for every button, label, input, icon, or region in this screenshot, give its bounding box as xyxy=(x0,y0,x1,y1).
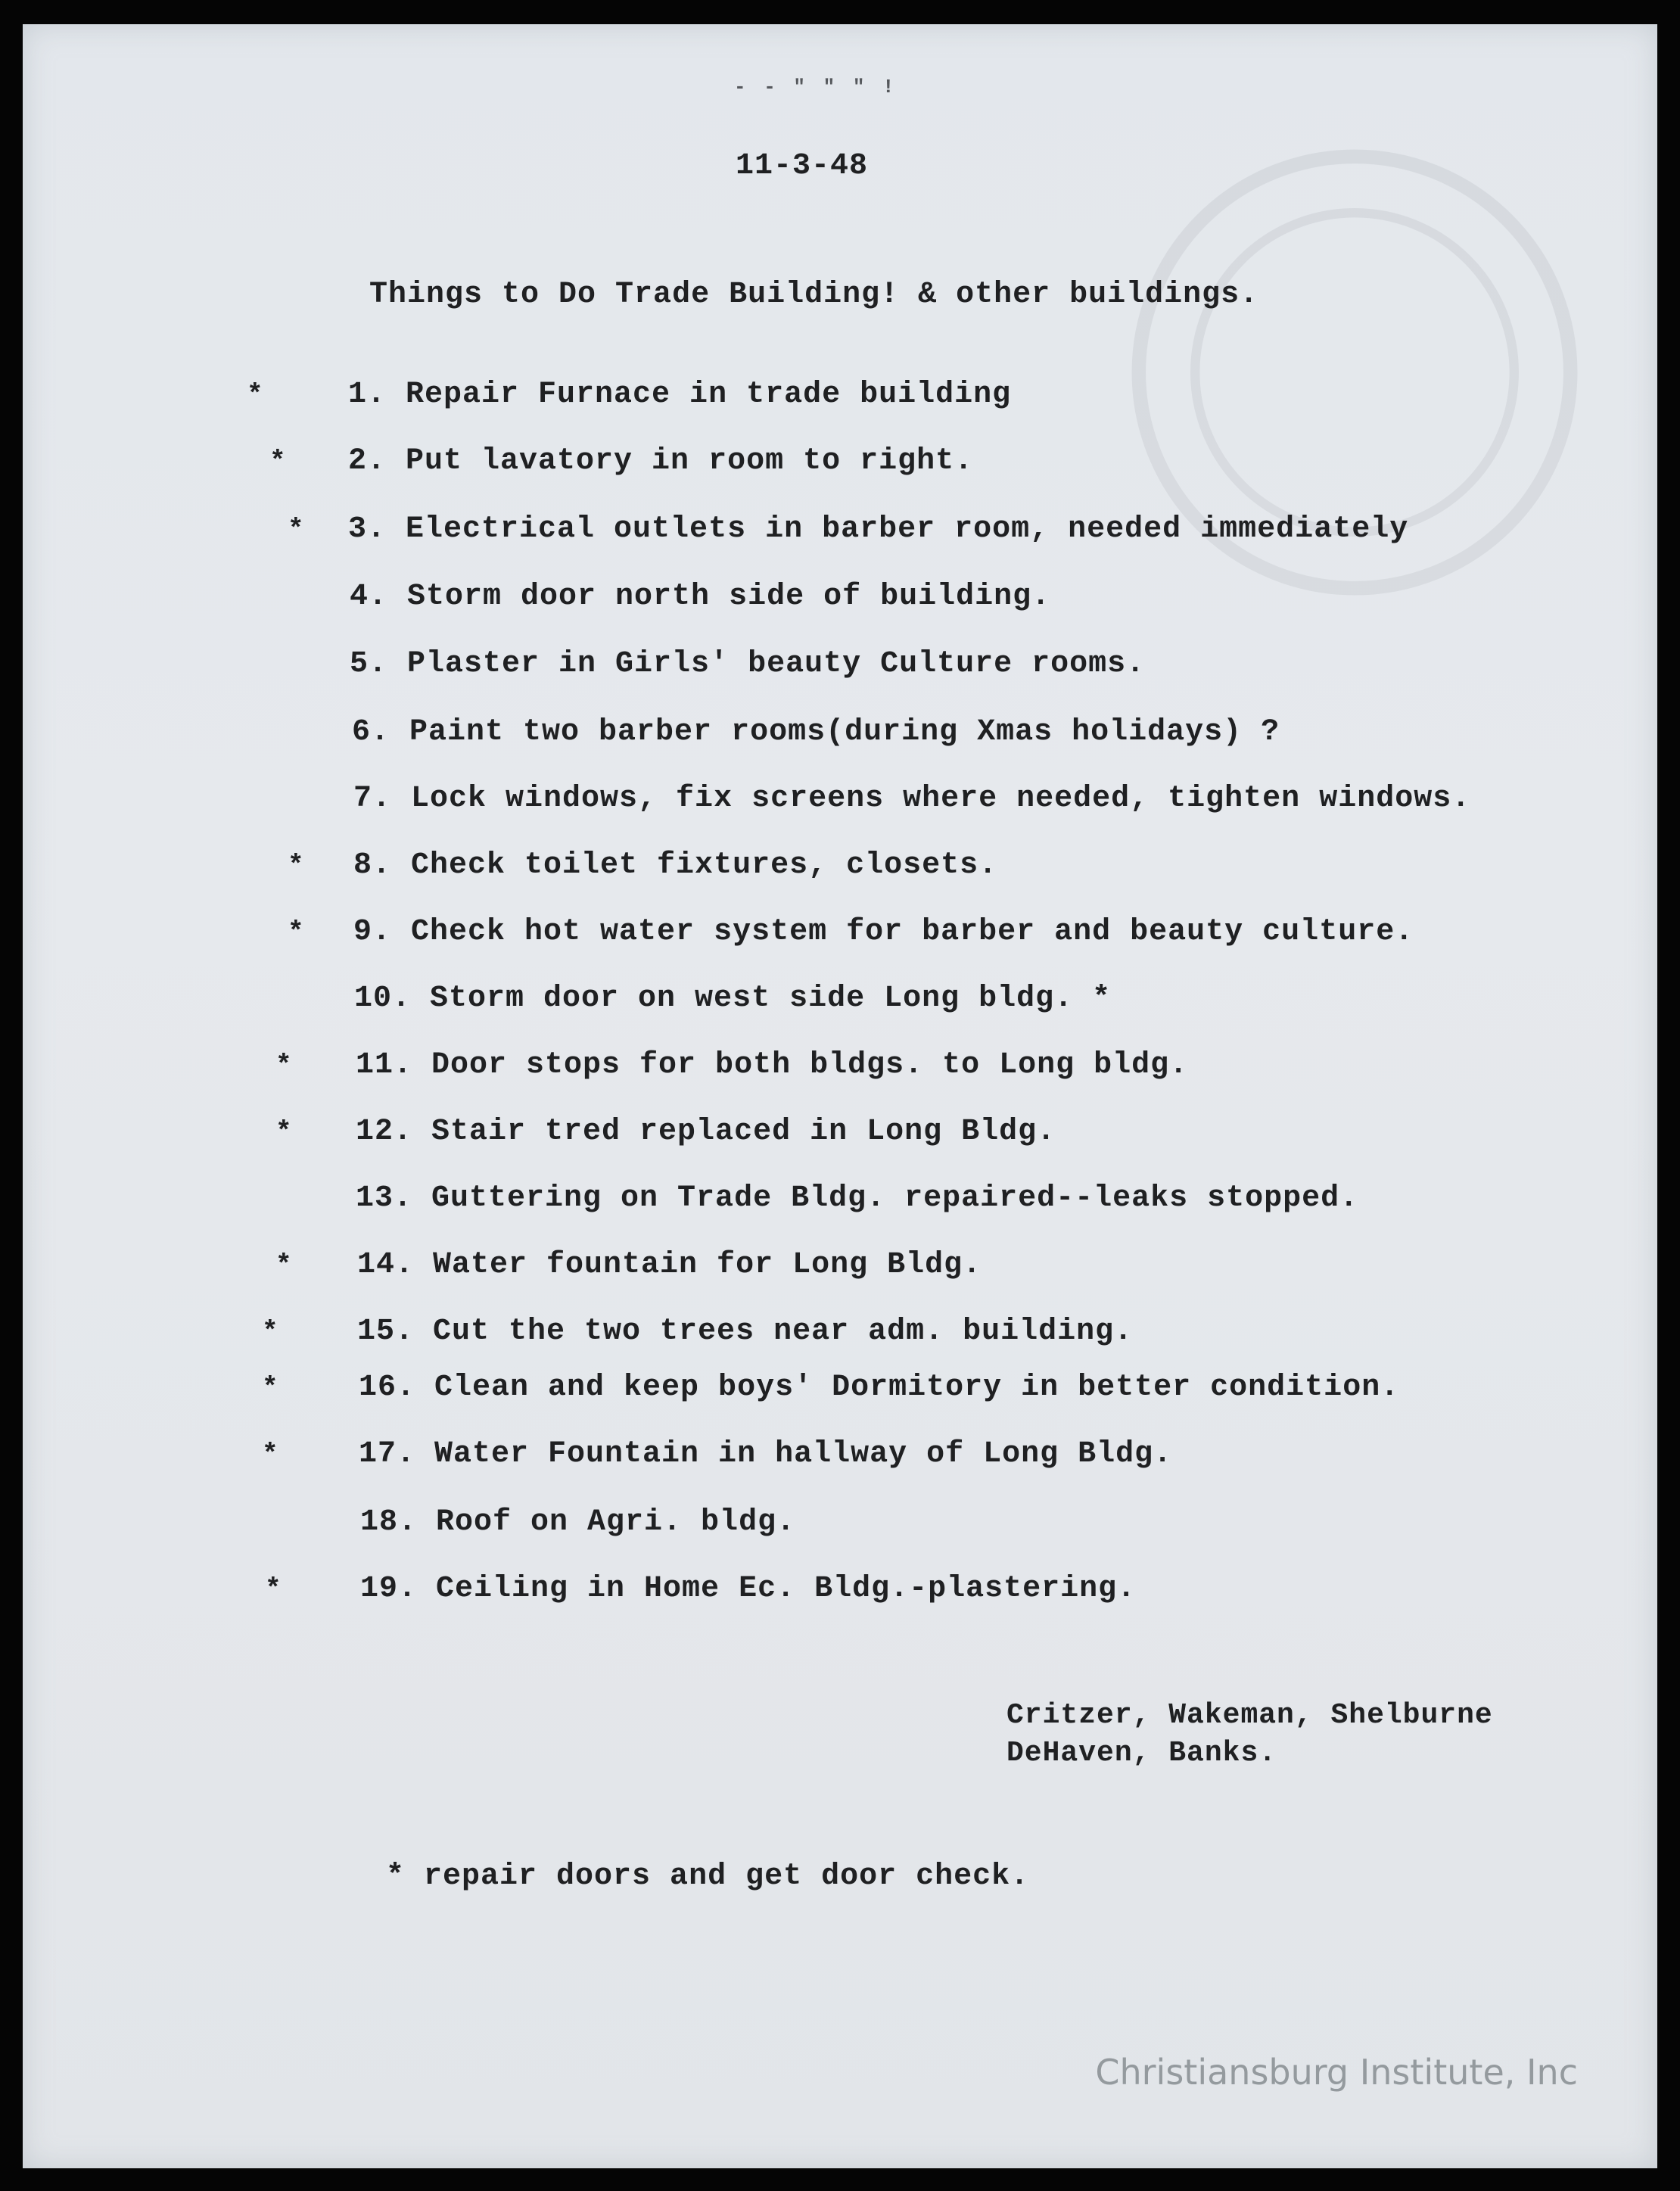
item-text: Water fountain for Long Bldg. xyxy=(433,1248,982,1282)
asterisk-marker: * xyxy=(275,1116,293,1147)
item-text: Check toilet fixtures, closets. xyxy=(411,848,998,882)
item-text: Water Fountain in hallway of Long Bldg. xyxy=(434,1437,1173,1471)
item-number: 19. xyxy=(360,1572,418,1606)
item-number: 6. xyxy=(352,715,390,749)
item-text: Guttering on Trade Bldg. repaired--leaks stopped. xyxy=(431,1181,1359,1215)
item-text: Check hot water system for barber and beauty culture. xyxy=(411,915,1414,949)
item-text: Door stops for both bldgs. to Long bldg. xyxy=(431,1048,1189,1082)
watermark: Christiansburg Institute, Inc xyxy=(1095,2052,1578,2093)
asterisk-marker: * xyxy=(275,1250,293,1281)
list-item xyxy=(23,1309,1657,1355)
list-item xyxy=(23,507,1657,552)
todo-list xyxy=(23,24,1657,2168)
item-text: Put lavatory in room to right. xyxy=(406,444,974,478)
list-item xyxy=(23,642,1657,687)
item-number: 14. xyxy=(357,1248,415,1282)
item-number: 8. xyxy=(353,848,392,882)
item-number: 4. xyxy=(350,580,388,614)
asterisk-marker: * xyxy=(288,917,305,948)
signature-line-2: DeHaven, Banks. xyxy=(1006,1737,1277,1769)
item-number: 18. xyxy=(360,1505,418,1539)
item-number: 10. xyxy=(354,982,412,1016)
asterisk-marker: * xyxy=(247,379,264,410)
list-item xyxy=(23,843,1657,889)
item-number: 17. xyxy=(359,1437,416,1471)
list-item xyxy=(23,1243,1657,1288)
asterisk-marker: * xyxy=(265,1573,282,1604)
document-heading: Things to Do Trade Building! & other buildings. xyxy=(369,278,1259,312)
item-text: Storm door north side of building. xyxy=(407,580,1051,614)
item-text: Plaster in Girls' beauty Culture rooms. xyxy=(407,647,1146,681)
item-text: Paint two barber rooms(during Xmas holidays) ? xyxy=(409,715,1280,749)
asterisk-marker: * xyxy=(262,1316,279,1347)
list-item xyxy=(23,372,1657,418)
top-typewriter-marks: - - " " " ! xyxy=(734,76,898,98)
asterisk-marker: * xyxy=(262,1372,279,1403)
asterisk-marker: * xyxy=(288,850,305,881)
list-item xyxy=(23,1043,1657,1088)
item-number: 11. xyxy=(356,1048,413,1082)
item-number: 9. xyxy=(353,915,392,949)
item-number: 7. xyxy=(353,782,392,816)
asterisk-marker: * xyxy=(275,1050,293,1081)
footnote: * repair doors and get door check. xyxy=(386,1860,1030,1894)
item-text: Storm door on west side Long bldg. * xyxy=(430,982,1112,1016)
list-item xyxy=(23,976,1657,1022)
item-text: Clean and keep boys' Dormitory in better condition. xyxy=(434,1371,1400,1405)
item-text: Stair tred replaced in Long Bldg. xyxy=(431,1115,1056,1149)
list-item xyxy=(23,1567,1657,1612)
list-item xyxy=(23,910,1657,955)
item-text: Repair Furnace in trade building xyxy=(406,378,1012,412)
list-item xyxy=(23,710,1657,755)
asterisk-marker: * xyxy=(288,514,305,545)
asterisk-marker: * xyxy=(269,446,287,477)
item-number: 1. xyxy=(348,378,387,412)
list-item xyxy=(23,1432,1657,1477)
list-item xyxy=(23,776,1657,822)
item-text: Ceiling in Home Ec. Bldg.-plastering. xyxy=(436,1572,1137,1606)
item-text: Cut the two trees near adm. building. xyxy=(433,1315,1134,1349)
list-item xyxy=(23,1365,1657,1411)
list-item xyxy=(23,574,1657,620)
item-number: 12. xyxy=(356,1115,413,1149)
item-number: 3. xyxy=(348,512,387,546)
item-text: Lock windows, fix screens where needed, tighten windows. xyxy=(411,782,1471,816)
list-item xyxy=(23,1176,1657,1222)
item-number: 5. xyxy=(350,647,388,681)
list-item xyxy=(23,439,1657,484)
item-number: 15. xyxy=(357,1315,415,1349)
list-item xyxy=(23,1110,1657,1155)
item-number: 2. xyxy=(348,444,387,478)
document-date: 11-3-48 xyxy=(736,149,869,183)
item-text: Roof on Agri. bldg. xyxy=(436,1505,796,1539)
item-number: 16. xyxy=(359,1371,416,1405)
signature-block xyxy=(1006,1697,1493,1772)
signature-line-1: Critzer, Wakeman, Shelburne xyxy=(1006,1699,1493,1732)
list-item xyxy=(23,1500,1657,1545)
item-number: 13. xyxy=(356,1181,413,1215)
asterisk-marker: * xyxy=(262,1439,279,1470)
item-text: Electrical outlets in barber room, needed immediately xyxy=(406,512,1409,546)
typed-document-page xyxy=(23,24,1657,2168)
